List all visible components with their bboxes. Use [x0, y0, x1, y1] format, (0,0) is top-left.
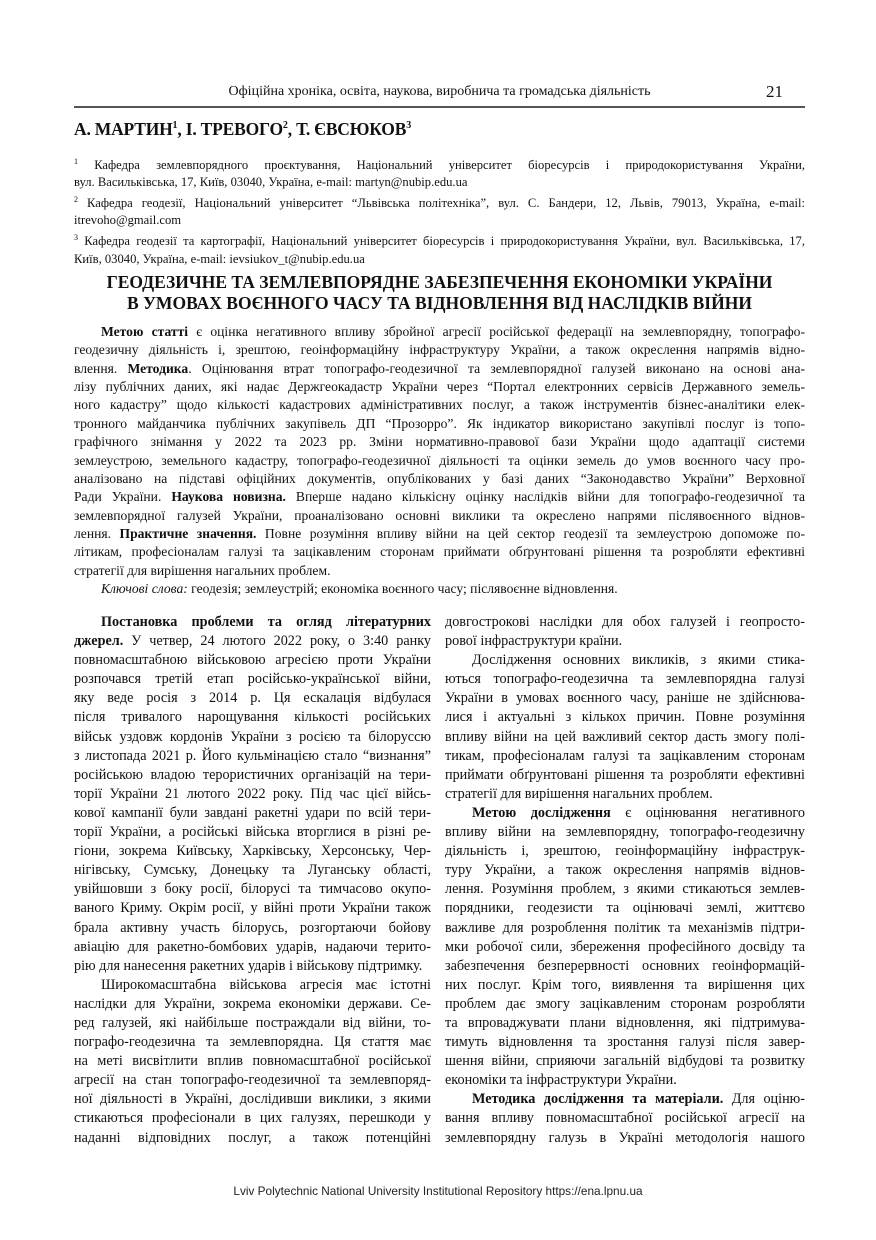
text-run: туру України, а також окреслення напрямів віднов-: [445, 862, 805, 879]
text-line: [445, 1090, 805, 1109]
text-run: кової кампанії були завдані ракетні удари по всій тери-: [74, 804, 431, 821]
bold-run: Метою статті: [101, 324, 189, 339]
text-line: [445, 1071, 805, 1090]
text-line: [74, 153, 805, 174]
title-line: ГЕОДЕЗИЧНЕ ТА ЗЕМЛЕВПОРЯДНЕ ЗАБЕЗПЕЧЕННЯ ЕКОНОМІКИ УКРАЇНИ: [106, 272, 773, 292]
author-affiliation-mark: 1: [172, 120, 178, 132]
text-run: стратегії для вирішення нагальних проблем.: [74, 562, 331, 578]
text-run: літикам, професіоналам галузі та зацікавленим сторонам приймати обґрунтовані рішення та розробляти ефективні: [74, 544, 805, 560]
text-line: [74, 562, 805, 580]
text-line: [74, 613, 431, 632]
text-run: . Оцінювання втрат топографо-геодезичної та землевпорядної галузей виконано на основі ана-: [188, 360, 806, 376]
text-run: яку веде росія з 2014 р. Ця ескалація відбулася: [74, 690, 431, 707]
text-run: землевпорядної галузей України, проаналізовано основні виклики та окреслено напрями післявоєнного віднов-: [74, 507, 805, 523]
text-run: У четвер, 24 лютого 2022 року, о 3:40 ранку: [123, 633, 431, 650]
paragraph: [445, 1090, 805, 1147]
text-line: [74, 191, 805, 212]
text-run: є оцінка негативного впливу збройної агресії російської федерації на землевпорядну, топографо-: [188, 324, 805, 339]
text-line: [74, 1109, 431, 1128]
text-run: увійшовши з боку росії, білорусі та тимчасово окупо-: [74, 881, 431, 898]
bold-run: Методика: [127, 360, 189, 376]
text-line: [74, 804, 431, 823]
text-line: [74, 488, 805, 506]
bold-run: Наукова новизна.: [171, 489, 286, 505]
text-line: [74, 957, 431, 976]
text-line: [74, 507, 805, 525]
text-run: шення війни, сприяючи загальній відбудові та розвитку: [445, 1053, 805, 1070]
text-run: Дослідження основних викликів, з якими стика-: [472, 652, 805, 669]
text-run: забезпечення безперервності основних геоінформацій-: [445, 957, 805, 974]
text-line: [445, 957, 805, 976]
page-number: 21: [766, 82, 783, 101]
text-run: них послуг. Крім того, виявлення та вирішення цих: [445, 976, 805, 993]
text-line: [74, 378, 805, 396]
text-line: [74, 452, 805, 470]
text-line: [74, 543, 805, 561]
paragraph: [445, 651, 805, 804]
text-line: [74, 976, 431, 995]
text-line: [74, 1014, 431, 1033]
author-name: А. МАРТИН: [74, 119, 173, 139]
text-run: торії України 21 лютого 2022 року. Під час цієї війсь-: [74, 785, 431, 802]
text-run: влення.: [74, 360, 128, 376]
text-run: лися і актуальні з кількох причин. Повне розуміння: [445, 709, 805, 726]
affiliation-mark: 2: [74, 195, 78, 205]
text-run: ного кадастру” щодо кількості кадастрових адміністративних послуг, а також інструментів бізнес-аналітики елек-: [74, 397, 805, 413]
text-line: [74, 689, 431, 708]
text-run: розпочався третій етап російсько-української війни,: [74, 671, 431, 688]
text-run: нігівську, Сумську, Донецьку та Луганську області,: [74, 862, 431, 879]
text-line: [74, 415, 805, 433]
text-run: є оцінювання негативного: [610, 804, 805, 821]
text-line: [74, 728, 431, 747]
text-line: [445, 651, 805, 670]
text-line: [445, 670, 805, 689]
text-run: приймати обґрунтовані рішення та розробляти ефективні: [445, 766, 805, 783]
text-line: [74, 1071, 431, 1090]
text-line: [445, 823, 805, 842]
text-line: [445, 842, 805, 861]
affiliation-mark: 3: [74, 233, 78, 243]
author-separator: ,: [287, 119, 297, 139]
text-run: геодезичну діяльність і, зрештою, геоінформаційну інфраструктуру України, а також окреслення напрямів відно-: [74, 342, 805, 358]
text-run: авіацію для ракетно-бомбових ударів, надаючи терито-: [74, 938, 431, 955]
text-line: [74, 360, 805, 378]
title-line: В УМОВАХ ВОЄННОГО ЧАСУ ТА ВІДНОВЛЕННЯ ВІД НАСЛІДКІВ ВІЙНИ: [127, 292, 752, 313]
text-run: лізу публічних даних, які надає Держгеокадастр України через “Портал електронних сервісів Державного земель-: [74, 379, 805, 395]
text-run: України в умовах воєнного часу, раніше не здійснюва-: [445, 690, 805, 707]
authors: [74, 119, 411, 140]
text-run: землевпорядну галузь в Україні методологія нашого: [445, 1129, 805, 1146]
text-line: [445, 1014, 805, 1033]
affiliation-text: Кафедра геодезії та картографії, Національний університет біоресурсів і природокористування України, вул. Васильківська, 17,: [84, 234, 806, 249]
text-run: важливе для розроблення політик та механізмів підтри-: [445, 919, 805, 936]
author-affiliation-mark: 3: [406, 120, 411, 132]
text-line: [74, 323, 805, 341]
text-run: агресії на стан топографо-геодезичної та землевпоряд-: [74, 1072, 431, 1089]
text-run: торії України, а російські війська вторглися в різні ре-: [74, 824, 431, 841]
paragraph: [74, 323, 805, 580]
text-line: [74, 766, 431, 785]
affiliation: [74, 153, 805, 191]
text-run: повномасштабною військовою агресією проти України: [74, 652, 431, 669]
text-line: [74, 1052, 431, 1071]
text-line: [74, 1090, 431, 1109]
text-line: [445, 1052, 805, 1071]
text-run: брала активну участь білорусь, розгортаючи бойову: [74, 919, 431, 936]
text-line: [74, 823, 431, 842]
running-title: Офіційна хроніка, освіта, наукова, виробнича та громадська діяльність: [228, 84, 651, 99]
paragraph: [74, 613, 431, 976]
text-line: [445, 747, 805, 766]
bold-run: Практичне значення.: [119, 525, 257, 541]
author-name: І. ТРЕВОГО: [185, 119, 283, 139]
text-line: [74, 632, 431, 651]
bold-run: Метою дослідження: [472, 804, 611, 821]
text-line: [445, 613, 805, 632]
text-run: гіони, зокрема Київську, Харківську, Херсонську, Чер-: [74, 843, 431, 860]
paragraph: [74, 580, 805, 598]
text-run: діяльність і, зрештою, геоінформаційну інфраструк-: [445, 843, 805, 860]
affiliation-mark: 1: [74, 157, 78, 166]
text-run: пографо-геодезична та землевпорядна. Ця стаття має: [74, 1034, 431, 1051]
bold-run: Методика дослідження та матеріали.: [472, 1091, 724, 1108]
text-run: лення. Розуміння проблем, з якими стикаються землев-: [445, 881, 805, 898]
text-run: довгострокові наслідки для обох галузей і геопросто-: [445, 614, 805, 630]
text-run: аналізовано на підставі офіційних документів, опублікованих у базі даних “Законодавство України” Верховної: [74, 470, 805, 486]
paragraph: [445, 613, 805, 651]
text-run: тронного майданчика публічних закупівель ДП “Прозорро”. Як індикатор використано закупівлі послуг із топо-: [74, 415, 805, 431]
text-run: рової інфраструктури країни.: [445, 633, 623, 650]
text-run: Для оціню-: [723, 1091, 806, 1108]
text-line: [74, 1129, 431, 1148]
affiliation: [74, 191, 805, 229]
bold-run: джерел.: [74, 633, 124, 650]
text-run: мки робочої сили, збереження професійного досвіду та: [445, 938, 805, 955]
text-line: [445, 919, 805, 938]
affiliation-text: Кафедра землевпорядного проєктування, Національний університет біоресурсів і природокористування України,: [94, 158, 805, 173]
text-line: [445, 632, 805, 651]
text-line: [445, 708, 805, 727]
text-run: стратегії для вирішення нагальних проблем.: [445, 785, 713, 802]
text-line: [445, 1109, 805, 1128]
text-run: після тривалого нарощування кількості російських: [74, 709, 431, 726]
text-line: [74, 433, 805, 451]
text-run: впливу війни на землевпорядну, топографо-геодезичну: [445, 824, 805, 841]
text-run: російською владою терористичних організацій на тери-: [74, 766, 431, 783]
text-line: [445, 1033, 805, 1052]
text-run: та впроваджувати плани відновлення, які підтримува-: [445, 1014, 805, 1031]
text-line: [74, 1033, 431, 1052]
text-line: [74, 580, 805, 598]
text-line: [74, 670, 431, 689]
text-line: [445, 899, 805, 918]
text-line: [74, 842, 431, 861]
text-run: впливу війни на цей важливий сектор дасть змогу полі-: [445, 728, 805, 745]
text-run: графічного знімання у 2022 та 2023 рр. Зміни нормативно-правової бази України щодо адаптації системи: [74, 434, 805, 450]
text-line: [74, 747, 431, 766]
affiliation-text: Кафедра геодезії, Національний університет “Львівська політехніка”, вул. С. Бандери, 12, Львів, 79013, Україна, e-mail:: [87, 196, 806, 211]
text-run: ред галузей, які найбільше постраждали від війни, то-: [74, 1014, 431, 1031]
affiliation: [74, 229, 805, 267]
text-line: [74, 229, 805, 250]
abstract: [74, 323, 805, 598]
text-run: ної діяльності в Україні, дослідивши виклики, з якими: [74, 1091, 431, 1108]
text-line: [74, 525, 805, 543]
text-line: Київ, 03040, Україна, e-mail: ievsiukov_t@nubip.edu.ua: [74, 251, 365, 266]
text-line: [74, 396, 805, 414]
text-line: [74, 899, 431, 918]
author-affiliation-mark: 2: [282, 120, 288, 132]
text-line: [74, 785, 431, 804]
author-separator: ,: [177, 119, 186, 139]
text-line: [74, 341, 805, 359]
text-run: ються топографо-геодезична та землевпорядна галузі: [445, 671, 805, 688]
text-run: ваного Криму. Окрім росії, у війні проти України також: [74, 900, 431, 917]
text-run: наслідки для України, зокрема економіки держави. Се-: [74, 995, 431, 1012]
text-run: геодезія; землеустрій; економіка воєнного часу; післявоєнне відновлення.: [187, 581, 618, 597]
article-title: [74, 272, 805, 313]
text-run: тимуть відновлення та зростання галузі після завер-: [445, 1034, 805, 1051]
text-line: [74, 708, 431, 727]
text-line: [445, 880, 805, 899]
text-line: [74, 651, 431, 670]
text-run: з листопада 2021 р. Його кульмінацією стало “визнання”: [74, 747, 431, 764]
text-line: вул. Васильківська, 17, Київ, 03040, Україна, e-mail: martyn@nubip.edu.ua: [74, 175, 468, 190]
text-line: [445, 938, 805, 957]
text-line: [74, 919, 431, 938]
repository-footer: Lviv Polytechnic National University Institutional Repository https://ena.lpnu.ua: [233, 1184, 643, 1198]
text-line: [445, 804, 805, 823]
text-line: [74, 880, 431, 899]
text-run: Широкомасштабна військова агресія має істотні: [101, 976, 431, 993]
paragraph: [74, 976, 431, 1148]
body-column-left: [74, 613, 431, 1148]
text-line: [445, 976, 805, 995]
text-run: Ради України.: [74, 489, 172, 505]
bold-run: Постановка проблеми та огляд літературних: [101, 614, 431, 630]
text-run: військ уздовж кордонів України з росією та білоруссю: [74, 728, 431, 745]
text-run: порядники, геодезисти та оцінювачі землі, життєво: [445, 900, 805, 917]
italic-run: Ключові слова:: [101, 581, 188, 597]
text-line: [445, 995, 805, 1014]
text-run: на меті висвітлити вплив повномасштабної російської: [74, 1053, 431, 1070]
text-line: [445, 766, 805, 785]
text-run: Повне розуміння впливу війни на цей сектор геодезії та землеустрою допоможе по-: [256, 525, 805, 541]
author-name: Т. ЄВСЮКОВ: [296, 119, 407, 139]
running-header: [74, 84, 805, 108]
text-run: вання впливу повномасштабної російської агресії на: [445, 1110, 805, 1127]
text-line: [74, 470, 805, 488]
text-run: проблем дає змогу зацікавленим сторонам розробляти: [445, 995, 805, 1012]
text-line: [445, 689, 805, 708]
text-line: [74, 938, 431, 957]
text-line: [445, 861, 805, 880]
text-run: тикам, професіоналам галузі та зацікавленим сторонам: [445, 747, 805, 764]
text-run: Вперше надано кількісну оцінку наслідків війни для топографо-геодезичної та: [285, 489, 806, 505]
text-line: [74, 861, 431, 880]
text-line: [445, 728, 805, 747]
text-run: землеустрою, земельного кадастру, топографо-геодезичної діяльності та оцінки земель до умов воєнного часу про-: [74, 452, 805, 468]
body-column-right: [445, 613, 805, 1148]
text-run: лення.: [74, 525, 120, 541]
text-run: стикаються професіонали в цих галузях, перешкоди у: [74, 1110, 431, 1127]
affiliations: [74, 153, 805, 268]
text-line: itrevoho@gmail.com: [74, 213, 182, 228]
text-run: наданні відповідних послуг, а також потенційні: [74, 1129, 431, 1146]
text-line: [445, 1129, 805, 1148]
text-line: [445, 785, 805, 804]
text-line: [74, 995, 431, 1014]
text-run: рію для нанесення ракетних ударів і військову підтримку.: [74, 957, 423, 974]
text-run: економіки та інфраструктури України.: [445, 1072, 677, 1089]
paragraph: [445, 804, 805, 1090]
